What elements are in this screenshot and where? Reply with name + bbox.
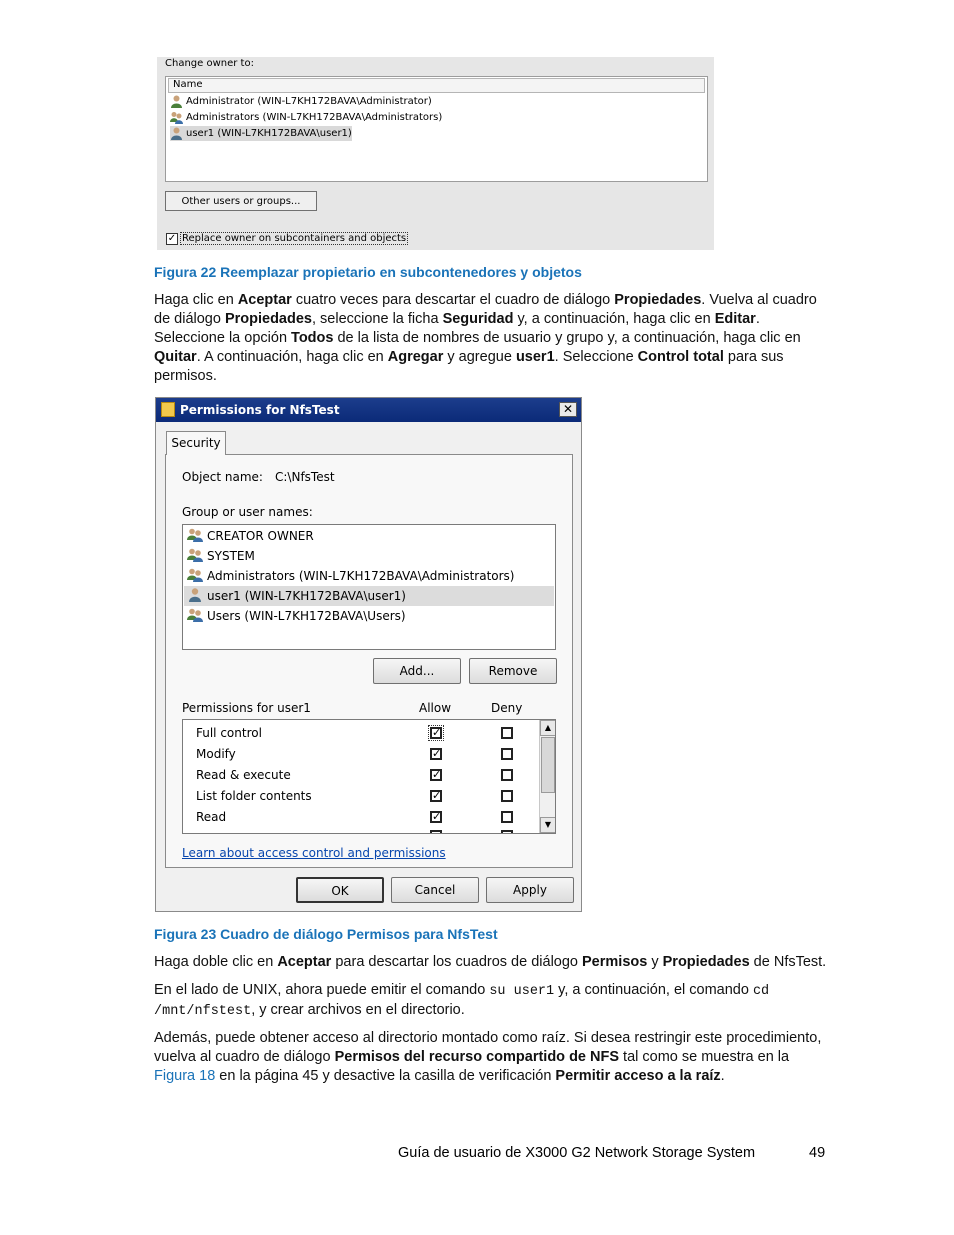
ok-button[interactable]: OK xyxy=(296,877,384,903)
close-icon: ✕ xyxy=(562,402,574,416)
permission-row xyxy=(196,765,291,786)
other-users-button[interactable]: Other users or groups... xyxy=(165,191,317,211)
figure-22-caption: Figura 22 Reemplazar propietario en subcontenedores y objetos xyxy=(154,264,582,280)
permissions-for-label: Permissions for user1 xyxy=(182,701,311,715)
read-execute-deny-checkbox[interactable] xyxy=(501,769,513,781)
list-folder-allow-checkbox[interactable]: ✓ xyxy=(432,789,442,802)
cancel-button[interactable]: Cancel xyxy=(391,877,479,903)
scroll-thumb[interactable] xyxy=(541,737,555,793)
permission-row xyxy=(196,786,312,807)
paragraph-1: Haga clic en Aceptar cuatro veces para descartar el cuadro de diálogo Propiedades. Vuelva al cuadro de diálogo Propiedades, seleccione la ficha Seguridad y, a continuación, haga clic en Editar. Seleccione la opción Todos de la lista de nombres de usuario y grupo y, a continuación, haga clic en Quitar. A continuación, haga clic en Agregar y agregue user1. Seleccione Control total para sus permisos. xyxy=(154,292,817,384)
read-deny-checkbox[interactable] xyxy=(501,811,513,823)
dialog-title: Permissions for NfsTest xyxy=(180,403,340,417)
list-item-system[interactable] xyxy=(187,546,255,566)
list-item-creator-owner[interactable] xyxy=(187,526,314,546)
owner-label: Administrator (WIN-L7KH172BAVA\Administrator) xyxy=(186,96,432,107)
group-or-user-label: Group or user names: xyxy=(182,505,313,519)
permission-row xyxy=(196,723,262,744)
list-item-administrators[interactable] xyxy=(187,566,514,586)
write-allow-checkbox-partial[interactable] xyxy=(430,830,442,834)
permission-name: Full control xyxy=(196,726,262,740)
owner-row-administrator[interactable] xyxy=(170,94,432,109)
group-icon xyxy=(170,111,183,124)
replace-owner-checkbox[interactable]: ✓ xyxy=(167,233,177,244)
write-deny-checkbox-partial[interactable] xyxy=(501,830,513,834)
list-item-users[interactable] xyxy=(187,606,406,626)
figure-18-link[interactable]: Figura 18 xyxy=(154,1068,216,1084)
add-button[interactable]: Add... xyxy=(373,658,461,684)
tab-security[interactable]: Security xyxy=(166,431,226,455)
group-icon xyxy=(187,548,203,562)
name-column-label: Name xyxy=(173,79,203,90)
owner-row-administrators[interactable] xyxy=(170,110,442,125)
object-name-value: C:\NfsTest xyxy=(275,470,335,484)
figure-22-change-owner xyxy=(157,57,714,250)
permissions-scrollbar[interactable] xyxy=(539,720,556,833)
read-execute-allow-checkbox[interactable]: ✓ xyxy=(432,768,442,781)
permission-name: Read xyxy=(196,810,227,824)
list-folder-deny-checkbox[interactable] xyxy=(501,790,513,802)
group-icon xyxy=(187,528,203,542)
list-item-label: Users (WIN-L7KH172BAVA\Users) xyxy=(207,609,406,623)
figure-23-caption: Figura 23 Cuadro de diálogo Permisos para NfsTest xyxy=(154,926,498,942)
apply-button[interactable]: Apply xyxy=(486,877,574,903)
list-item-label: SYSTEM xyxy=(207,549,255,563)
object-name-label: Object name: xyxy=(182,470,263,484)
user-icon xyxy=(170,127,183,140)
allow-header: Allow xyxy=(419,701,452,715)
list-item-user1[interactable] xyxy=(184,586,554,606)
read-allow-checkbox[interactable]: ✓ xyxy=(432,810,442,823)
owner-row-user1[interactable] xyxy=(170,126,352,141)
permission-name: Read & execute xyxy=(196,768,291,782)
user-icon xyxy=(187,588,203,602)
name-column-header[interactable] xyxy=(168,78,705,93)
replace-owner-label[interactable]: Replace owner on subcontainers and objects xyxy=(182,233,407,244)
modify-allow-checkbox[interactable]: ✓ xyxy=(432,747,442,760)
scroll-down-icon[interactable]: ▼ xyxy=(540,817,556,833)
modify-deny-checkbox[interactable] xyxy=(501,748,513,760)
scroll-up-icon[interactable]: ▲ xyxy=(540,720,556,736)
owner-list[interactable] xyxy=(165,76,708,182)
paragraph-4: Además, puede obtener acceso al directorio montado como raíz. Si desea restringir este procedimiento, vuelva al cuadro de diálogo Permisos del recurso compartido de NFS tal como se muestra en la Figura 18 en la página 45 y desactive la casilla de verificación Permitir acceso a la raíz. xyxy=(154,1030,822,1084)
close-button[interactable] xyxy=(559,402,577,417)
owner-label: user1 (WIN-L7KH172BAVA\user1) xyxy=(186,128,352,139)
group-icon xyxy=(187,568,203,582)
permissions-dialog xyxy=(155,397,582,912)
permission-name: List folder contents xyxy=(196,789,312,803)
list-item-label: CREATOR OWNER xyxy=(207,529,314,543)
page-number: 49 xyxy=(809,1145,826,1161)
permission-row xyxy=(196,807,226,828)
owner-label: Administrators (WIN-L7KH172BAVA\Administrators) xyxy=(186,112,443,123)
change-owner-label: Change owner to: xyxy=(165,58,254,69)
deny-header: Deny xyxy=(491,701,523,715)
permissions-list[interactable] xyxy=(182,719,556,834)
footer-title: Guía de usuario de X3000 G2 Network Storage System xyxy=(398,1145,756,1161)
user-icon xyxy=(170,95,183,108)
folder-icon xyxy=(161,402,175,417)
group-icon xyxy=(187,608,203,622)
learn-access-control-link[interactable]: Learn about access control and permissions xyxy=(182,846,446,860)
paragraph-3: En el lado de UNIX, ahora puede emitir el comando su user1 y, a continuación, el comando cd /mnt/nfstest, y crear archivos en el directorio. xyxy=(154,982,770,1019)
group-user-list[interactable] xyxy=(182,524,556,650)
paragraph-2: Haga doble clic en Aceptar para descartar los cuadros de diálogo Permisos y Propiedades de NfsTest. xyxy=(154,954,827,970)
list-item-label: Administrators (WIN-L7KH172BAVA\Administrators) xyxy=(207,569,515,583)
remove-button[interactable]: Remove xyxy=(469,658,557,684)
full-control-deny-checkbox[interactable] xyxy=(501,727,513,739)
list-item-label: user1 (WIN-L7KH172BAVA\user1) xyxy=(207,589,406,603)
permission-row xyxy=(196,744,236,765)
permission-name: Modify xyxy=(196,747,236,761)
full-control-allow-checkbox[interactable]: ✓ xyxy=(432,726,442,739)
